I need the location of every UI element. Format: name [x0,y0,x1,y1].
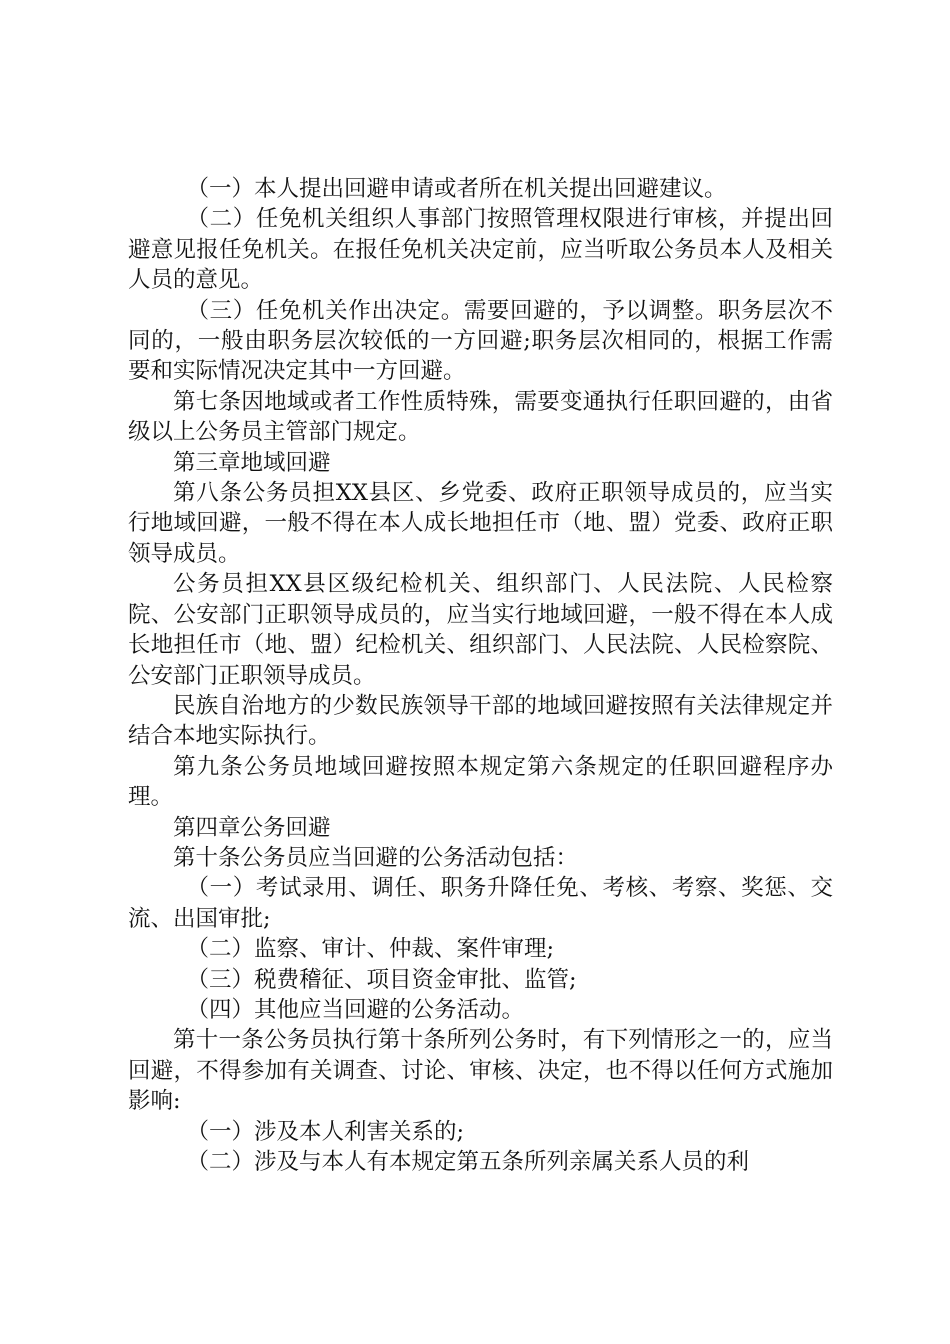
paragraph-procedure-1: （一）本人提出回避申请或者所在机关提出回避建议。 [186,176,727,202]
paragraph-article-8-county: 公务员担XX县区级纪检机关、组织部门、人民法院、人民检察院、公安部门正职领导成员的，应当实行地域回避，一般不得在本人成长地担任市（地、盟）纪检机关、组织部门、人民法院、人民检察院、公安部门正职领导成员。 [128,571,833,689]
paragraph-article-11: 第十一条公务员执行第十条所列公务时，有下列情形之一的，应当回避，不得参加有关调查、讨论、审核、决定，也不得以任何方式施加影响: [128,1027,833,1115]
paragraph-article-7: 第七条因地域或者工作性质特殊，需要变通执行任职回避的，由省级以上公务员主管部门规定。 [128,388,833,446]
chapter-heading-3: 第三章地域回避 [173,449,331,476]
paragraph-procedure-2: （二）任免机关组织人事部门按照管理权限进行审核，并提出回避意见报任免机关。在报任免机关决定前，应当听取公务员本人及相关人员的意见。 [128,206,833,294]
paragraph-article-9: 第九条公务员地域回避按照本规定第六条规定的任职回避程序办理。 [128,753,833,811]
paragraph-article-10-item-4: （四）其他应当回避的公务活动。 [186,996,525,1023]
paragraph-article-10-item-1: （一）考试录用、调任、职务升降任免、考核、考察、奖惩、交流、出国审批; [128,875,833,932]
chapter-heading-4: 第四章公务回避 [173,814,331,841]
paragraph-article-11-item-2: （二）涉及与本人有本规定第五条所列亲属关系人员的利 [186,1149,750,1175]
paragraph-procedure-3: （三）任免机关作出决定。需要回避的，予以调整。职务层次不同的，一般由职务层次较低的一方回避;职务层次相同的，根据工作需要和实际情况决定其中一方回避。 [128,297,833,385]
paragraph-article-11-item-1: （一）涉及本人利害关系的; [186,1118,465,1145]
paragraph-ethnic-autonomy: 民族自治地方的少数民族领导干部的地域回避按照有关法律规定并结合本地实际执行。 [128,692,833,750]
paragraph-article-8: 第八条公务员担XX县区、乡党委、政府正职领导成员的，应当实行地域回避，一般不得在本人成长地担任市（地、盟）党委、政府正职领导成员。 [128,480,833,567]
paragraph-article-10: 第十条公务员应当回避的公务活动包括： [173,844,579,871]
paragraph-article-10-item-3: （三）税费稽征、项目资金审批、监管; [186,966,577,993]
paragraph-article-10-item-2: （二）监察、审计、仲裁、案件审理; [186,936,555,963]
document-body [128,174,833,1177]
